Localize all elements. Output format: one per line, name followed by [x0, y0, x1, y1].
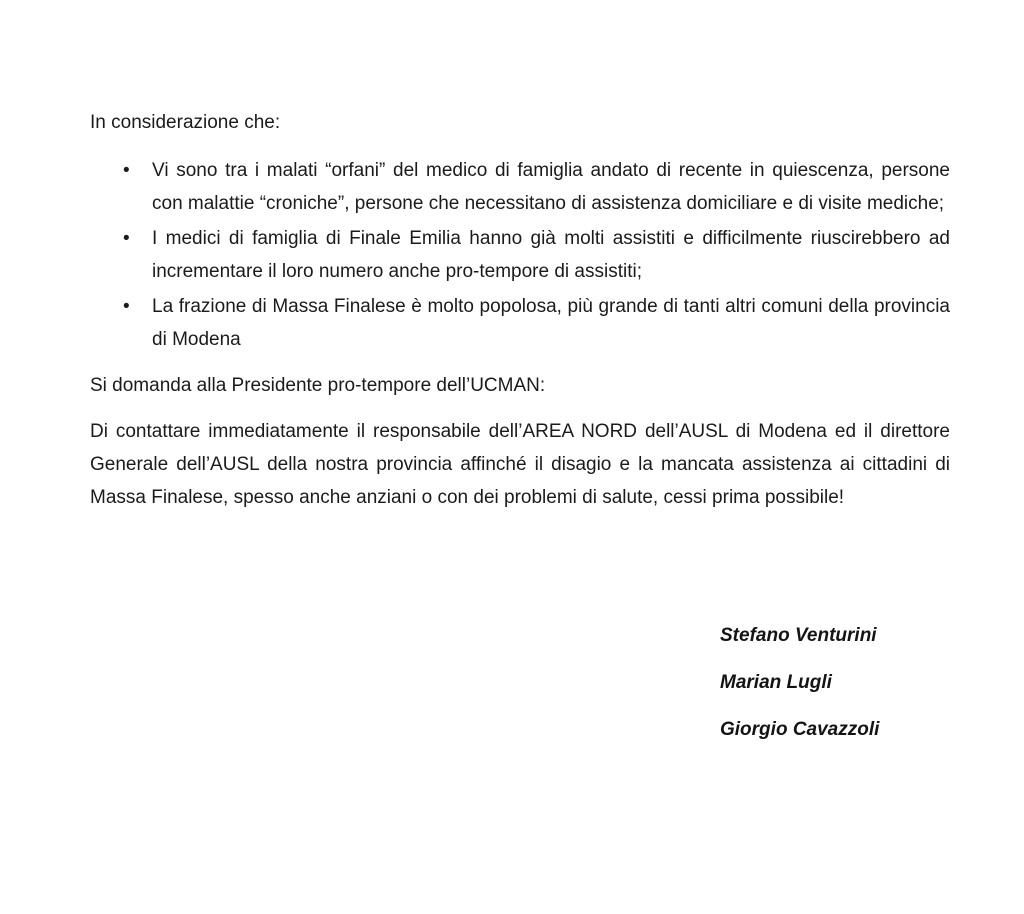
bullet-icon: •	[123, 296, 130, 317]
signature-block	[720, 619, 950, 746]
signature-name: Marian Lugli	[720, 672, 832, 693]
bullet-text: Vi sono tra i malati “orfani” del medico di famiglia andato di recente in quiescenza, persone con malattie “croniche”, persone che necessitano di assistenza domiciliare e di visite mediche;	[152, 160, 950, 214]
bullet-list	[90, 154, 950, 356]
list-item	[123, 290, 950, 356]
bullet-text: I medici di famiglia di Finale Emilia hanno già molti assistiti e difficilmente riuscirebbero ad incrementare il loro numero anche pro-tempore di assistiti;	[152, 228, 950, 282]
request-body-paragraph: Di contattare immediatamente il responsabile dell’AREA NORD dell’AUSL di Modena ed il direttore Generale dell’AUSL della nostra provincia affinché il disagio e la mancata assistenza ai cittadini di Massa Finalese, spesso anche anziani o con dei problemi di salute, cessi prima possibile!	[90, 421, 950, 508]
bullet-text: La frazione di Massa Finalese è molto popolosa, più grande di tanti altri comuni della provincia di Modena	[152, 296, 950, 350]
bullet-icon: •	[123, 228, 130, 249]
list-item	[123, 154, 950, 220]
request-intro-paragraph: Si domanda alla Presidente pro-tempore dell’UCMAN:	[90, 375, 546, 396]
intro-paragraph: In considerazione che:	[90, 112, 281, 133]
signature-name: Stefano Venturini	[720, 625, 877, 646]
signature-name: Giorgio Cavazzoli	[720, 719, 880, 740]
list-item	[123, 222, 950, 288]
bullet-icon: •	[123, 160, 130, 181]
